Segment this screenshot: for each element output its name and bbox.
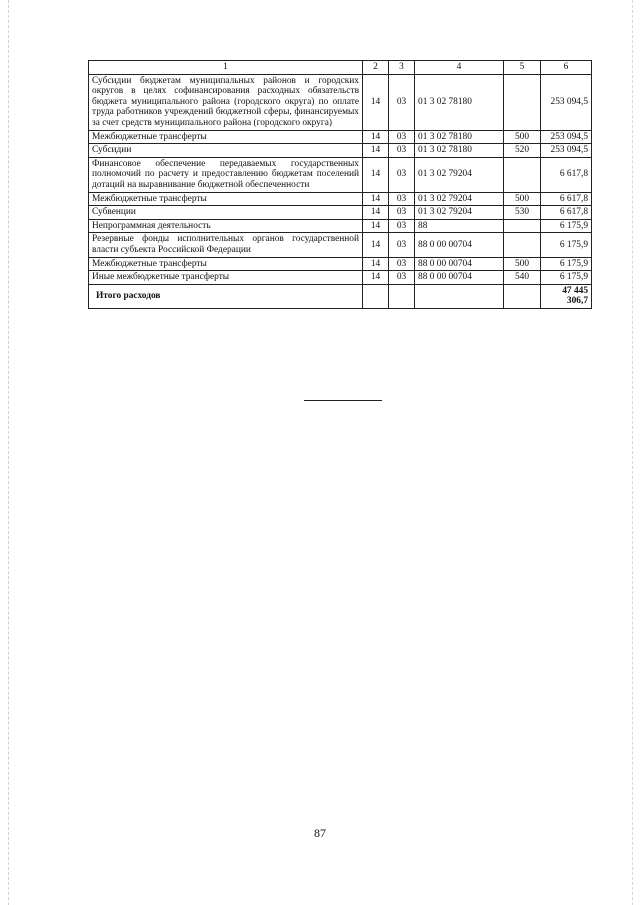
row-target-article: 88 0 00 00704 — [415, 257, 504, 271]
row-expense-type — [504, 157, 541, 192]
row-name: Субсидии бюджетам муниципальных районов и городских округов в целях софинансирования расходных обязательств бюджета муниципального района (городского округа) по оплате труда работников учреждений бюджетной сферы, финансируемых за счет средств муниципального района (городского округа) — [89, 74, 363, 130]
row-expense-type: 500 — [504, 130, 541, 144]
table-row — [89, 144, 592, 158]
row-subsection: 03 — [389, 206, 415, 220]
table-row — [89, 206, 592, 220]
scan-edge-left — [8, 0, 10, 905]
row-section: 14 — [363, 233, 389, 257]
header-col-5: 5 — [504, 61, 541, 75]
empty-cell — [363, 284, 389, 308]
row-amount: 6 617,8 — [541, 192, 592, 206]
row-name: Резервные фонды исполнительных органов государственной власти субъекта Российской Федерации — [89, 233, 363, 257]
row-section: 14 — [363, 192, 389, 206]
header-col-1: 1 — [89, 61, 363, 75]
row-amount: 6 617,8 — [541, 157, 592, 192]
row-target-article: 01 3 02 79204 — [415, 192, 504, 206]
budget-expenditure-table — [88, 60, 592, 309]
table-row — [89, 130, 592, 144]
row-subsection: 03 — [389, 130, 415, 144]
row-target-article: 01 3 02 78180 — [415, 144, 504, 158]
header-col-2: 2 — [363, 61, 389, 75]
table-row — [89, 233, 592, 257]
empty-cell — [415, 284, 504, 308]
row-expense-type: 520 — [504, 144, 541, 158]
row-section: 14 — [363, 206, 389, 220]
row-expense-type — [504, 233, 541, 257]
total-amount: 47 445 306,7 — [541, 284, 592, 308]
row-target-article: 88 — [415, 219, 504, 233]
row-expense-type — [504, 74, 541, 130]
header-col-6: 6 — [541, 61, 592, 75]
row-expense-type: 540 — [504, 271, 541, 285]
row-amount: 6 175,9 — [541, 233, 592, 257]
row-section: 14 — [363, 157, 389, 192]
row-amount: 253 094,5 — [541, 144, 592, 158]
end-of-table-rule — [304, 400, 382, 401]
row-section: 14 — [363, 257, 389, 271]
row-target-article: 88 0 00 00704 — [415, 271, 504, 285]
row-target-article: 01 3 02 78180 — [415, 74, 504, 130]
row-subsection: 03 — [389, 271, 415, 285]
total-label: Итого расходов — [89, 284, 363, 308]
total-row — [89, 284, 592, 308]
row-name: Финансовое обеспечение передаваемых государственных полномочий по расчету и предоставлению бюджетам поселений дотаций на выравнивание бюджетной обеспеченности — [89, 157, 363, 192]
row-name: Межбюджетные трансферты — [89, 192, 363, 206]
row-name: Иные межбюджетные трансферты — [89, 271, 363, 285]
empty-cell — [504, 284, 541, 308]
row-subsection: 03 — [389, 144, 415, 158]
table-body — [89, 61, 592, 309]
table-row — [89, 74, 592, 130]
row-subsection: 03 — [389, 192, 415, 206]
row-amount: 253 094,5 — [541, 130, 592, 144]
scan-edge-right — [632, 0, 634, 905]
row-subsection: 03 — [389, 74, 415, 130]
row-expense-type: 500 — [504, 257, 541, 271]
row-section: 14 — [363, 74, 389, 130]
row-target-article: 01 3 02 78180 — [415, 130, 504, 144]
table-row — [89, 271, 592, 285]
row-name: Непрограммная деятельность — [89, 219, 363, 233]
row-expense-type: 500 — [504, 192, 541, 206]
table-header-row — [89, 61, 592, 75]
table-row — [89, 192, 592, 206]
row-expense-type: 530 — [504, 206, 541, 220]
row-subsection: 03 — [389, 233, 415, 257]
row-section: 14 — [363, 271, 389, 285]
table-row — [89, 219, 592, 233]
row-target-article: 01 3 02 79204 — [415, 157, 504, 192]
table-row — [89, 157, 592, 192]
row-subsection: 03 — [389, 257, 415, 271]
row-amount: 6 617,8 — [541, 206, 592, 220]
row-name: Субсидии — [89, 144, 363, 158]
row-amount: 6 175,9 — [541, 271, 592, 285]
row-amount: 253 094,5 — [541, 74, 592, 130]
row-name: Межбюджетные трансферты — [89, 257, 363, 271]
row-target-article: 88 0 00 00704 — [415, 233, 504, 257]
row-amount: 6 175,9 — [541, 257, 592, 271]
row-name: Межбюджетные трансферты — [89, 130, 363, 144]
row-expense-type — [504, 219, 541, 233]
row-section: 14 — [363, 130, 389, 144]
table-row — [89, 257, 592, 271]
row-section: 14 — [363, 219, 389, 233]
row-amount: 6 175,9 — [541, 219, 592, 233]
row-target-article: 01 3 02 79204 — [415, 206, 504, 220]
row-subsection: 03 — [389, 157, 415, 192]
page-number: 87 — [314, 826, 326, 840]
row-subsection: 03 — [389, 219, 415, 233]
row-section: 14 — [363, 144, 389, 158]
header-col-3: 3 — [389, 61, 415, 75]
row-name: Субвенции — [89, 206, 363, 220]
empty-cell — [389, 284, 415, 308]
header-col-4: 4 — [415, 61, 504, 75]
